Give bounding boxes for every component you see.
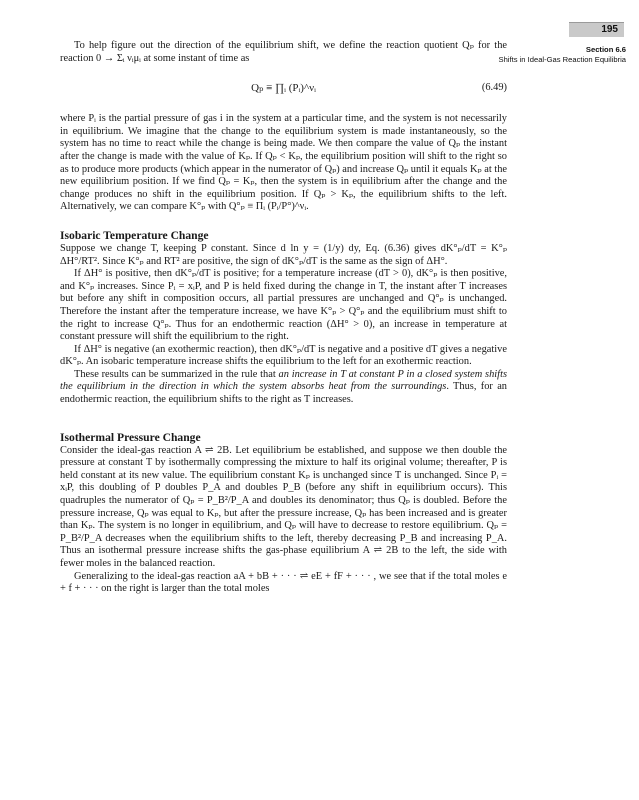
- rule-lead-in: These results can be summarized in the rule that: [74, 368, 279, 380]
- running-head: [499, 45, 626, 65]
- rule-conclusion: . Thus, for an endothermic reaction, the equilibrium shifts to the right as T increases.: [60, 381, 507, 406]
- paragraph-isobaric-3: If ΔH° is negative (an exothermic reaction), then dK°ₚ/dT is negative and a positive dT gives a negative dK°ₚ. An isobaric temperature increase shifts the equilibrium to the left for an exothermic reaction.: [60, 343, 507, 368]
- paragraph-where: where Pᵢ is the partial pressure of gas i in the system at a particular time, and the system is not necessarily in equilibrium. We imagine that the change to the equilibrium system is made instantaneously, so the system has no time to react while the change is being made. We then compare the value of Qₚ the instant after the change is made with the value of Kₚ. If Qₚ < Kₚ, the equilibrium position will shift to the right so as to produce more products (which appear in the numerator of Qₚ) and increase Qₚ until it equals Kₚ at the new equilibrium position. If we find Qₚ = Kₚ, then the system is in equilibrium after the change and the change produces no shift in the equilibrium position. If Qₚ > Kₚ, the equilibrium shifts to the left. Alternatively, we can compare K°ₚ with Q°ₚ ≡ Πᵢ (Pᵢ/P°)^νᵢ.: [60, 113, 507, 213]
- paragraph-isobaric-1: Suppose we change T, keeping P constant. Since d ln y = (1/y) dy, Eq. (6.36) gives dK°ₚ/dT = K°ₚ ΔH°/RT². Since K°ₚ and RT² are positive, the sign of dK°ₚ/dT is the same as the sign of ΔH°.: [60, 242, 507, 267]
- paragraph-isothermal-2: Generalizing to the ideal-gas reaction aA + bB + · · · ⇌ eE + fF + · · · , we see that if the total moles e + f + · · · on the right is larger than the total moles: [60, 570, 507, 595]
- section-title: Shifts in Ideal-Gas Reaction Equilibria: [498, 55, 626, 64]
- rule-statement: an increase in T at constant P in a closed system shifts the equilibrium in the direction in which the system absorbs heat from the surroundings: [60, 368, 507, 393]
- heading-isothermal: Isothermal Pressure Change: [60, 430, 201, 444]
- equation-6-49: [60, 75, 507, 101]
- page-number: 195: [601, 24, 618, 35]
- equation-body: Qₚ ≡ ∏ᵢ (Pᵢ)^νᵢ: [251, 82, 316, 95]
- intro-paragraph: To help figure out the direction of the equilibrium shift, we define the reaction quotient Qₚ for the reaction 0 → Σᵢ νᵢμᵢ at some instant of time as: [60, 40, 507, 64]
- paragraph-isobaric-4: [60, 369, 507, 407]
- page-number-bar: [569, 22, 624, 37]
- equation-number: (6.49): [481, 82, 507, 94]
- heading-isobaric: Isobaric Temperature Change: [60, 228, 209, 242]
- section-label: Section 6.6: [585, 45, 626, 54]
- body-column: [60, 40, 507, 596]
- paragraph-isobaric-2: If ΔH° is positive, then dK°ₚ/dT is positive; for a temperature increase (dT > 0), dK°ₚ is then positive, and K°ₚ increases. Since Pᵢ = xᵢP, and P is held fixed during the change in T, the instant after T increases but before any shift in composition occurs, all partial pressures are unchanged and Q°ₚ is unchanged. Therefore the instant after the temperature increase, we have K°ₚ > Q°ₚ and the equilibrium must shift to the right to increase Q°ₚ. Thus for an endothermic reaction (ΔH° > 0), an increase in temperature at constant pressure will shift the equilibrium to the right.: [60, 268, 507, 343]
- paragraph-isothermal-1: Consider the ideal-gas reaction A ⇌ 2B. Let equilibrium be established, and suppose we then double the pressure at constant T by isothermally compressing the mixture to half its original volume; thereafter, P is held constant at its new value. The equilibrium constant Kₚ is unchanged since T is unchanged. Since Pᵢ = xᵢP, this doubling of P doubles P_A and doubles P_B (before any shift in equilibrium occurs). This quadruples the numerator of Qₚ = P_B²/P_A and doubles its denominator; thus Qₚ is doubled. Before the pressure increase, Qₚ was equal to Kₚ, but after the pressure increase, Qₚ has been increased and is greater than Kₚ. The system is no longer in equilibrium, and Qₚ will have to decrease to restore equilibrium. Qₚ = P_B²/P_A decreases when the equilibrium shifts to the left, thereby decreasing P_B and increasing P_A. Thus an isothermal pressure increase shifts the gas-phase equilibrium A ⇌ 2B to the left, the side with fewer moles in the balanced reaction.: [60, 444, 507, 569]
